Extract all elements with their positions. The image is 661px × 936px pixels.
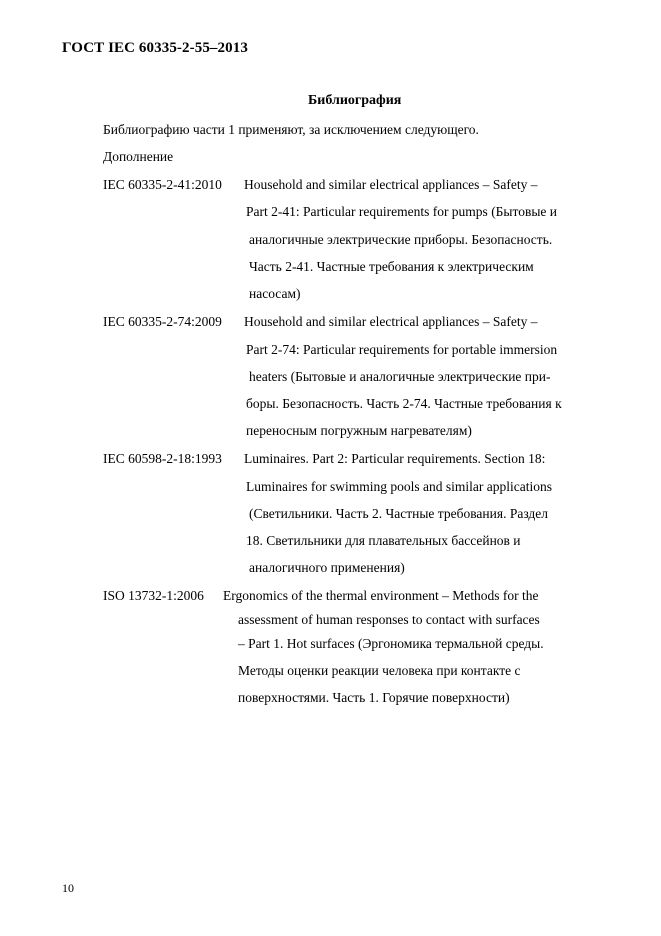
reference-line: assessment of human responses to contact with surfaces xyxy=(238,612,540,627)
reference-line: Часть 2-41. Частные требования к электрическим xyxy=(249,259,534,274)
reference-code: IEC 60598-2-18:1993 xyxy=(103,451,222,466)
reference-line: heaters (Бытовые и аналогичные электрические при- xyxy=(249,369,551,384)
reference-line: Household and similar electrical appliances – Safety – xyxy=(244,314,538,329)
reference-line: Luminaires for swimming pools and similar applications xyxy=(246,479,552,494)
reference-line: насосам) xyxy=(249,286,301,301)
page-number: 10 xyxy=(62,881,74,895)
reference-line: 18. Светильники для плавательных бассейнов и xyxy=(246,533,521,548)
reference-line: Методы оценки реакции человека при контакте с xyxy=(238,663,521,678)
bibliography-title: Библиография xyxy=(308,93,402,108)
reference-line: Part 2-74: Particular requirements for portable immersion xyxy=(246,342,558,357)
reference-line: Part 2-41: Particular requirements for pumps (Бытовые и xyxy=(246,204,558,219)
reference-line: переносным погружным нагревателям) xyxy=(246,423,472,438)
reference-line: (Светильники. Часть 2. Частные требования. Раздел xyxy=(249,506,549,521)
reference-line: Ergonomics of the thermal environment – Methods for the xyxy=(223,588,539,603)
addition-label: Дополнение xyxy=(103,149,174,164)
document-header: ГОСТ IEC 60335-2-55–2013 xyxy=(62,40,248,56)
reference-code: IEC 60335-2-74:2009 xyxy=(103,314,222,329)
reference-line: Luminaires. Part 2: Particular requirements. Section 18: xyxy=(244,451,546,466)
reference-code: IEC 60335-2-41:2010 xyxy=(103,177,222,192)
reference-line: поверхностями. Часть 1. Горячие поверхности) xyxy=(238,690,510,705)
reference-line: боры. Безопасность. Часть 2-74. Частные требования к xyxy=(246,396,562,411)
reference-line: аналогичного применения) xyxy=(249,560,405,575)
reference-code: ISO 13732-1:2006 xyxy=(103,588,204,603)
reference-line: – Part 1. Hot surfaces (Эргономика термальной среды. xyxy=(238,636,544,651)
reference-line: аналогичные электрические приборы. Безопасность. xyxy=(249,232,553,247)
intro-text: Библиографию части 1 применяют, за исключением следующего. xyxy=(103,122,479,137)
reference-line: Household and similar electrical appliances – Safety – xyxy=(244,177,538,192)
